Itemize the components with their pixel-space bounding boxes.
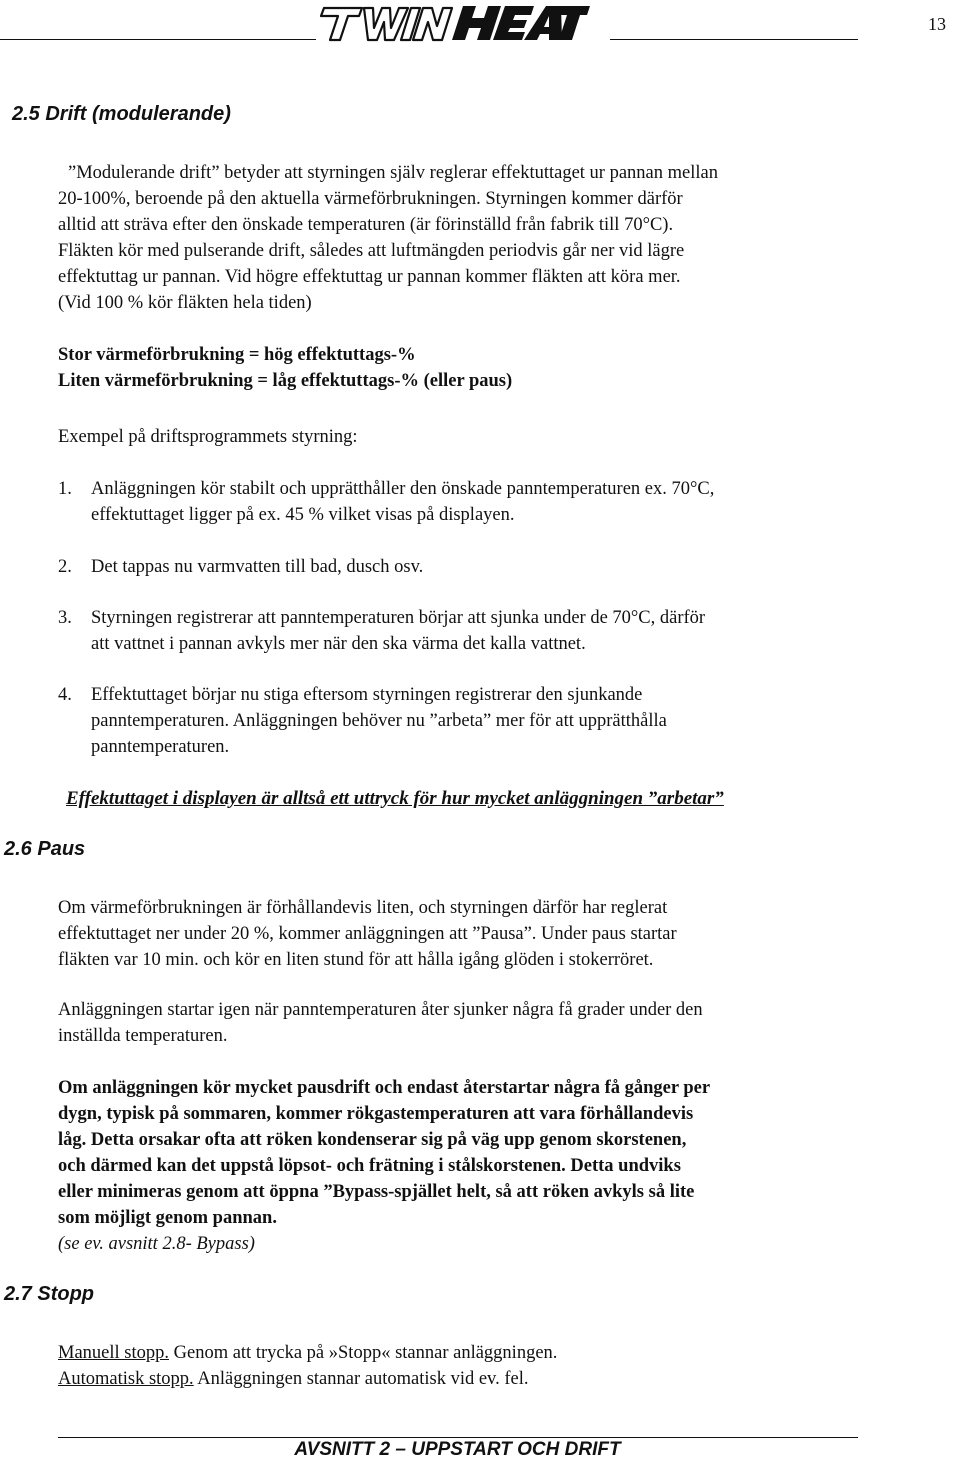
auto-stop-text: Anläggningen stannar automatisk vid ev. fel. <box>193 1369 529 1389</box>
section-heading-stopp: 2.7 Stopp <box>4 1283 95 1305</box>
manual-stop-line <box>58 1340 888 1366</box>
example-title: Exempel på driftsprogrammets styrning: <box>58 427 358 447</box>
list-item <box>58 476 888 528</box>
list-line: effektuttaget ligger på ex. 45 % vilket visas på displayen. <box>91 505 515 525</box>
paus-line: effektuttaget ner under 20 %, kommer anläggningen att ”Pausa”. Under paus startar <box>58 924 677 944</box>
twin-heat-logo <box>318 2 590 44</box>
paus-line: inställda temperaturen. <box>58 1026 228 1046</box>
list-number: 1. <box>58 479 72 499</box>
manual-stop-label: Manuell stopp. <box>58 1343 169 1363</box>
intro-line: ”Modulerande drift” betyder att styrningen själv reglerar effektuttaget ur pannan mellan <box>68 163 718 183</box>
warning-line: och därmed kan det uppstå löpsot- och frätning i stålskorstenen. Detta undviks <box>58 1156 681 1176</box>
auto-stop-label: Automatisk stopp. <box>58 1369 194 1389</box>
intro-line: effektuttag ur pannan. Vid högre effektuttag ur pannan kommer fläkten att köra mer. <box>58 267 681 287</box>
header-rule-right <box>610 39 858 40</box>
condensation-warning <box>58 1075 888 1257</box>
list-number: 3. <box>58 608 72 628</box>
warning-line: dygn, typisk på sommaren, kommer rökgastemperaturen att vara förhållandevis <box>58 1104 694 1124</box>
header-rule-left <box>0 39 316 40</box>
warning-line: eller minimeras genom att öppna ”Bypass-spjället helt, så att röken avkyls så lite <box>58 1182 695 1202</box>
paus-line: Om värmeförbrukningen är förhållandevis liten, och styrningen därför har reglerat <box>58 898 668 918</box>
footer-title: AVSNITT 2 – UPPSTART OCH DRIFT <box>294 1439 621 1460</box>
list-line: Det tappas nu varmvatten till bad, dusch osv. <box>91 557 424 577</box>
warning-line: Om anläggningen kör mycket pausdrift och endast återstartar några få gånger per <box>58 1078 711 1098</box>
list-line: att vattnet i pannan avkyls mer när den ska värma det kalla vattnet. <box>91 634 586 654</box>
list-item <box>58 605 888 657</box>
intro-line: alltid att sträva efter den önskade temperaturen (är förinställd från fabrik till 70°C). <box>58 215 674 235</box>
stop-modes <box>58 1340 888 1392</box>
summary-line-high: Stor värmeförbrukning = hög effektuttags-% <box>58 345 416 365</box>
footer-rule <box>58 1437 858 1438</box>
intro-line: 20-100%, beroende på den aktuella värmeförbrukningen. Styrningen kommer därför <box>58 189 683 209</box>
paus-paragraph-2 <box>58 997 888 1049</box>
section-heading-drift: 2.5 Drift (modulerande) <box>12 103 231 125</box>
list-line: Effektuttaget börjar nu stiga eftersom styrningen registrerar den sjunkande <box>91 685 643 705</box>
list-item <box>58 682 888 760</box>
warning-line: låg. Detta orsakar ofta att röken kondenserar sig på väg upp genom skorstenen, <box>58 1130 687 1150</box>
intro-line: (Vid 100 % kör fläkten hela tiden) <box>58 293 312 313</box>
paus-line: Anläggningen startar igen när panntemperaturen åter sjunker några få grader under den <box>58 1000 703 1020</box>
list-number: 2. <box>58 557 72 577</box>
conclusion-statement: Effektuttaget i displayen är alltså ett uttryck för hur mycket anläggningen ”arbetar” <box>66 788 724 809</box>
summary-line-low: Liten värmeförbrukning = låg effektuttags-% (eller paus) <box>58 371 513 391</box>
page-number: 13 <box>928 14 946 34</box>
bypass-reference: (se ev. avsnitt 2.8- Bypass) <box>58 1234 255 1254</box>
paus-line: fläkten var 10 min. och kör en liten stund för att hålla igång glöden i stokerröret. <box>58 950 654 970</box>
section-heading-paus: 2.6 Paus <box>4 838 86 860</box>
list-number: 4. <box>58 685 72 705</box>
list-item <box>58 554 888 580</box>
list-line: Anläggningen kör stabilt och upprätthåller den önskade panntemperaturen ex. 70°C, <box>91 479 715 499</box>
intro-line: Fläkten kör med pulserande drift, således att luftmängden periodvis går ner vid lägre <box>58 241 685 261</box>
list-line: Styrningen registrerar att panntemperaturen börjar att sjunka under de 70°C, därför <box>91 608 706 628</box>
auto-stop-line <box>58 1366 888 1392</box>
list-line: panntemperaturen. Anläggningen behöver nu ”arbeta” mer för att upprätthålla <box>91 711 667 731</box>
manual-stop-text: Genom att trycka på »Stopp« stannar anläggningen. <box>169 1343 558 1363</box>
paus-paragraph-1 <box>58 895 888 973</box>
warning-line: som möjligt genom pannan. <box>58 1208 277 1228</box>
load-summary <box>58 342 888 394</box>
list-line: panntemperaturen. <box>91 737 230 757</box>
intro-paragraph <box>58 160 888 316</box>
